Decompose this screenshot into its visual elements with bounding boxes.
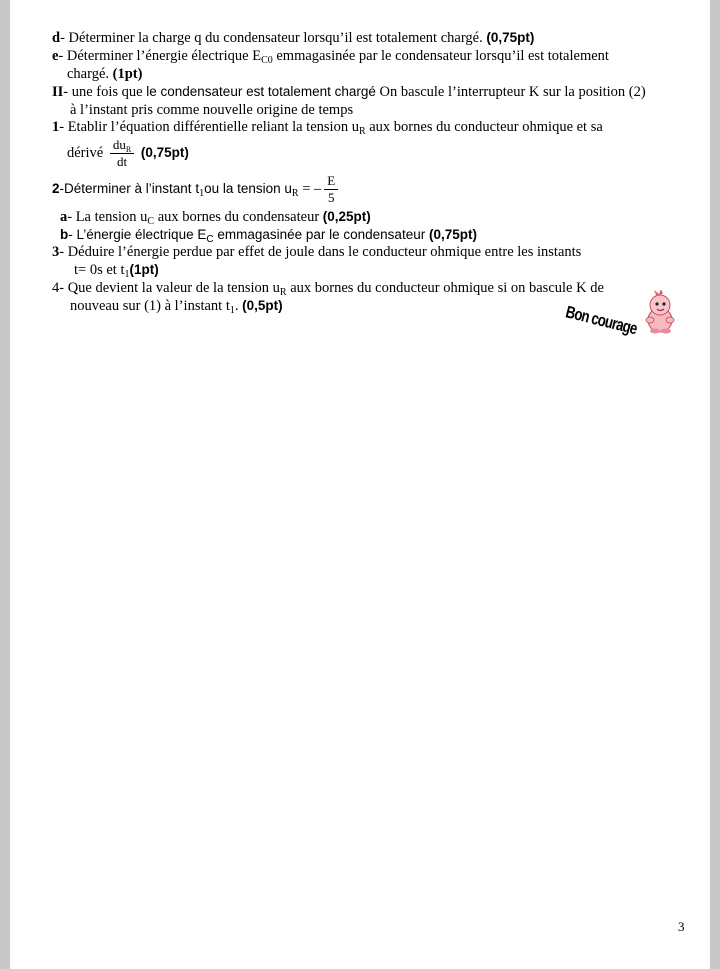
question-3-line1: 3- Déduire l’énergie perdue par effet de joule dans le conducteur ohmique entre les instants — [52, 244, 582, 260]
closing-message: Bon courage — [563, 302, 639, 339]
question-1-line1: 1- Etablir l’équation différentielle reliant la tension $u_R$ aux bornes du conducteur ohmique et sa — [52, 119, 603, 137]
item-a: a- La tension $u_C$ aux bornes du condensateur (0,25pt) — [60, 209, 371, 227]
derivative-fraction: $\frac{du_R}{dt}$ — [110, 137, 134, 170]
page — [10, 0, 710, 969]
question-4-line1: 4- Que devient la valeur de la tension $u_R$ aux bornes du conducteur ohmique si on bascule K de — [52, 280, 604, 298]
item-e-line2: chargé. (1pt) — [67, 66, 143, 82]
item-d: d- Déterminer la charge q du condensateur lorsqu’il est totalement chargé. (0,75pt) — [52, 30, 535, 46]
item-b: b- L’énergie électrique $E_C$ emmagasinée par le condensateur (0,75pt) — [60, 227, 477, 245]
question-2: 2-Déterminer à l’instant $t_1ou$ la tension $u_R$ = – $\frac{E}{5}$ — [52, 172, 341, 206]
page-number: 3 — [678, 919, 685, 934]
question-3-line2: t= 0s et $t_1(1pt)$ — [74, 262, 159, 280]
section-II-line1: II- une fois que le condensateur est totalement chargé On bascule l’interrupteur K sur la position (2) — [52, 84, 646, 100]
question-1-line2: dérivé $\frac{du_R}{dt}$ (0,75pt) — [67, 137, 189, 170]
fraction-E-over-5: $\frac{E}{5}$ — [324, 173, 338, 206]
item-e-line1: e- Déterminer l’énergie électrique $E_{C0}$ emmagasinée par le condensateur lorsqu’il est totalement — [52, 48, 609, 66]
section-II-line2: à l’instant pris comme nouvelle origine de temps — [70, 102, 354, 118]
cartoon-mascot-icon — [642, 290, 678, 334]
question-4-line2: nouveau sur (1) à l’instant $t_1$. (0,5pt) — [70, 298, 283, 316]
